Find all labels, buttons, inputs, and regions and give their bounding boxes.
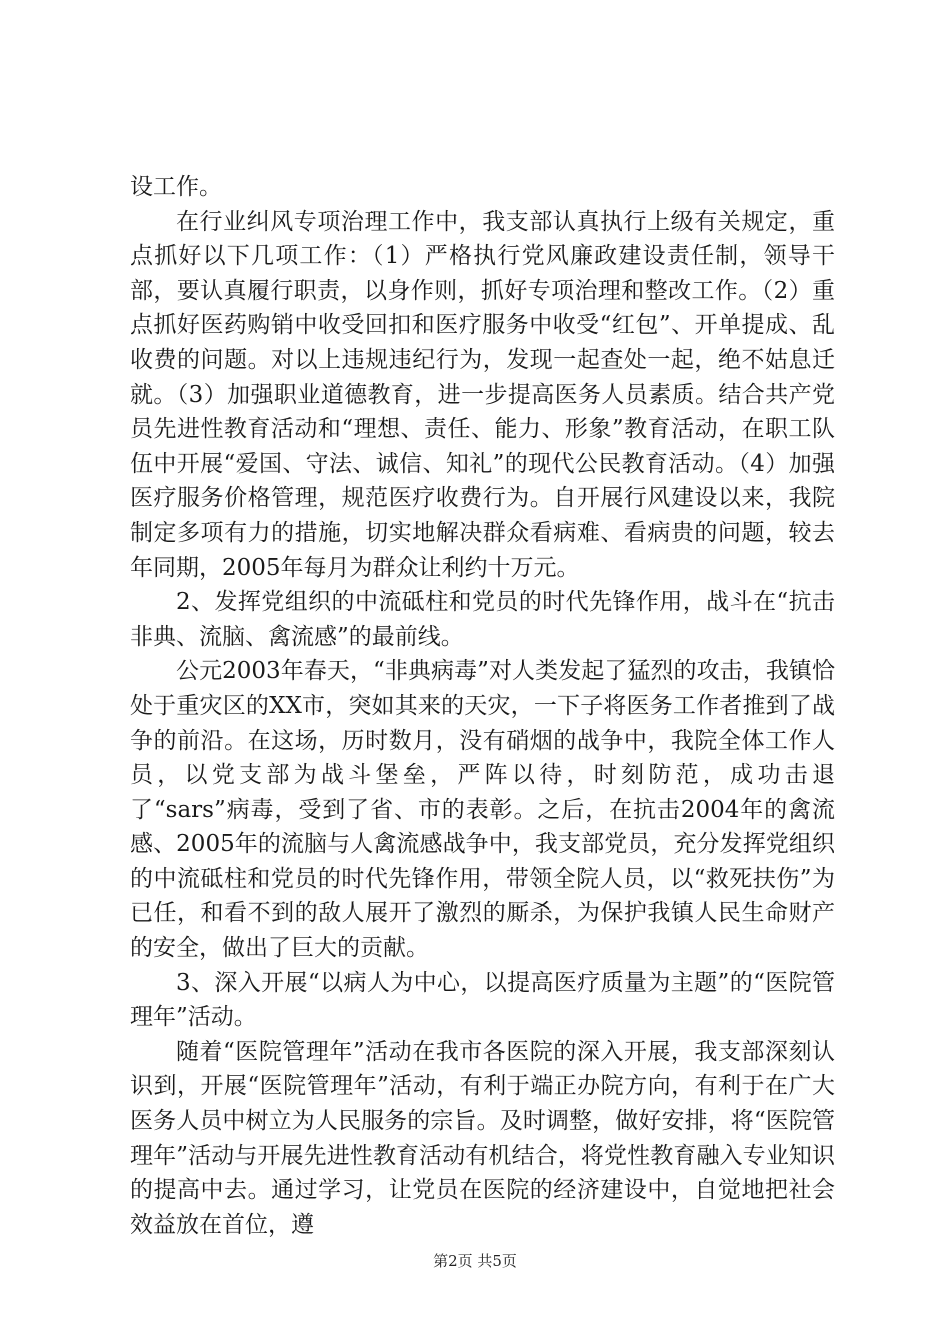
document-body (130, 170, 835, 1242)
paragraph-sars-fight: 公元2003年春天，“非典病毒”对人类发起了猛烈的攻击，我镇恰处于重灾区的XX市，突如其来的天灾，一下子将医务工作者推到了战争的前沿。在这场，历时数月，没有硝烟的战争中，我院全体工作人员，以党支部为战斗堡垒，严阵以待，时刻防范，成功击退了“sars”病毒，受到了省、市的表彰。之后，在抗击2004年的禽流感、2005年的流脑与人禽流感战争中，我支部党员，充分发挥党组织的中流砥柱和党员的时代先锋作用，带领全院人员，以“救死扶伤”为已任，和看不到的敌人展开了激烈的厮杀，为保护我镇人民生命财产的安全，做出了巨大的贡献。 (130, 658, 835, 962)
section-heading-2: 2、发挥党组织的中流砥柱和党员的时代先锋作用，战斗在“抗击非典、流脑、禽流感”的最前线。 (130, 589, 835, 650)
page-footer: 第2页 共5页 (433, 1252, 517, 1270)
paragraph-hospital-management-year: 随着“医院管理年”活动在我市各医院的深入开展，我支部深刻认识到，开展“医院管理年”活动，有利于端正办院方向，有利于在广大医务人员中树立为人民服务的宗旨。及时调整，做好安排，将“医院管理年”活动与开展先进性教育活动有机结合，将党性教育融入专业知识的提高中去。通过学习，让党员在医院的经济建设中，自觉地把社会效益放在首位，遵 (130, 1038, 835, 1238)
section-heading-3: 3、深入开展“以病人为中心，以提高医疗质量为主题”的“医院管理年”活动。 (130, 969, 835, 1031)
paragraph-industry-rectification: 在行业纠风专项治理工作中，我支部认真执行上级有关规定，重点抓好以下几项工作：（1）严格执行党风廉政建设责任制，领导干部，要认真履行职责，以身作则，抓好专项治理和整改工作。（2）重点抓好医药购销中收受回扣和医疗服务中收受“红包”、开单提成、乱收费的问题。对以上违规违纪行为，发现一起查处一起，绝不姑息迁就。（3）加强职业道德教育，进一步提高医务人员素质。结合共产党员先进性教育活动和“理想、责任、能力、形象”教育活动，在职工队伍中开展“爱国、守法、诚信、知礼”的现代公民教育活动。（4）加强医疗服务价格管理，规范医疗收费行为。自开展行风建设以来，我院制定多项有力的措施，切实地解决群众看病难、看病贵的问题，较去年同期，2005年每月为群众让利约十万元。 (130, 208, 835, 581)
paragraph-continuation: 设工作。 (130, 174, 222, 200)
